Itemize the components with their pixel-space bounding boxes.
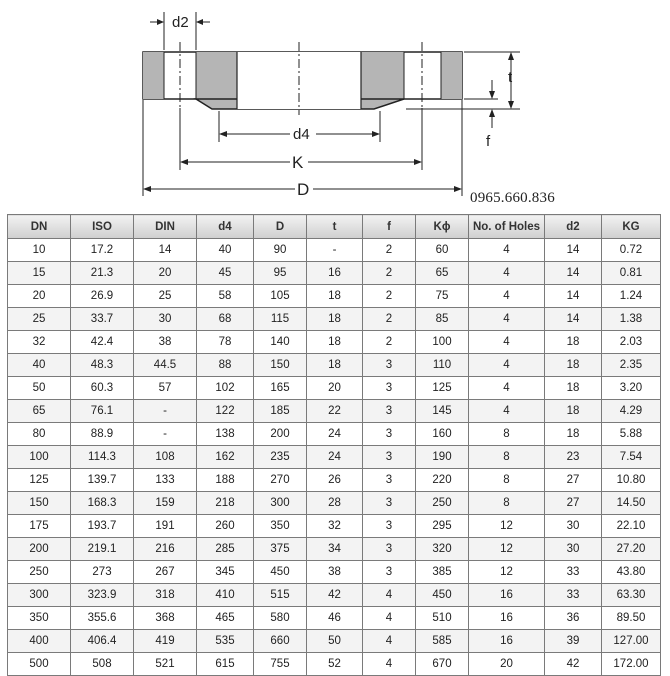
cell-d4: 188 (197, 469, 254, 492)
cell-k: 75 (416, 285, 469, 308)
cell-holes: 4 (469, 285, 545, 308)
cell-din: 521 (134, 653, 197, 676)
cell-dn: 20 (8, 285, 71, 308)
cell-k: 250 (416, 492, 469, 515)
cell-d: 185 (254, 400, 307, 423)
cell-f: 4 (363, 607, 416, 630)
cell-d2: 14 (545, 262, 602, 285)
cell-iso: 406.4 (71, 630, 134, 653)
cell-f: 3 (363, 446, 416, 469)
header-cell-f: f (363, 215, 416, 239)
cell-dn: 15 (8, 262, 71, 285)
cell-d4: 218 (197, 492, 254, 515)
cell-d4: 45 (197, 262, 254, 285)
cell-d4: 535 (197, 630, 254, 653)
cell-d4: 410 (197, 584, 254, 607)
cell-t: 28 (307, 492, 363, 515)
cell-d: 150 (254, 354, 307, 377)
cell-dn: 32 (8, 331, 71, 354)
cell-d: 515 (254, 584, 307, 607)
cell-din: 57 (134, 377, 197, 400)
cell-din: 108 (134, 446, 197, 469)
cell-d: 350 (254, 515, 307, 538)
cell-d: 300 (254, 492, 307, 515)
cell-iso: 168.3 (71, 492, 134, 515)
table-row (8, 377, 661, 400)
cell-k: 60 (416, 239, 469, 262)
cell-kg: 43.80 (602, 561, 661, 584)
cell-d2: 30 (545, 515, 602, 538)
cell-k: 450 (416, 584, 469, 607)
cell-d4: 68 (197, 308, 254, 331)
cell-k: 125 (416, 377, 469, 400)
cell-holes: 12 (469, 538, 545, 561)
cell-kg: 3.20 (602, 377, 661, 400)
flange-cross-section-drawing (0, 0, 670, 215)
cell-d: 375 (254, 538, 307, 561)
cell-f: 2 (363, 285, 416, 308)
cell-t: 32 (307, 515, 363, 538)
header-cell-d: D (254, 215, 307, 239)
cell-iso: 88.9 (71, 423, 134, 446)
cell-d2: 18 (545, 400, 602, 423)
cell-d2: 36 (545, 607, 602, 630)
cell-f: 3 (363, 538, 416, 561)
cell-f: 2 (363, 239, 416, 262)
cell-d: 90 (254, 239, 307, 262)
flange-body (143, 42, 462, 115)
cell-k: 100 (416, 331, 469, 354)
cell-kg: 127.00 (602, 630, 661, 653)
cell-d2: 27 (545, 492, 602, 515)
cell-kg: 63.30 (602, 584, 661, 607)
cell-k: 220 (416, 469, 469, 492)
table-row (8, 285, 661, 308)
cell-iso: 26.9 (71, 285, 134, 308)
table-row (8, 561, 661, 584)
t-label: t (508, 69, 513, 86)
cell-dn: 500 (8, 653, 71, 676)
cell-f: 3 (363, 469, 416, 492)
cell-d: 450 (254, 561, 307, 584)
header-cell-holes: No. of Holes (469, 215, 545, 239)
table-row (8, 653, 661, 676)
cell-f: 3 (363, 377, 416, 400)
cell-k: 295 (416, 515, 469, 538)
cell-d: 95 (254, 262, 307, 285)
cell-holes: 4 (469, 331, 545, 354)
cell-d: 200 (254, 423, 307, 446)
cell-k: 160 (416, 423, 469, 446)
d2-label: d2 (172, 14, 189, 31)
cell-din: 318 (134, 584, 197, 607)
cell-din: 159 (134, 492, 197, 515)
cell-d2: 18 (545, 423, 602, 446)
cell-d: 660 (254, 630, 307, 653)
cell-dn: 200 (8, 538, 71, 561)
cell-holes: 12 (469, 515, 545, 538)
cell-kg: 89.50 (602, 607, 661, 630)
cell-iso: 193.7 (71, 515, 134, 538)
cell-dn: 175 (8, 515, 71, 538)
cell-holes: 20 (469, 653, 545, 676)
cell-t: 20 (307, 377, 363, 400)
cell-k: 670 (416, 653, 469, 676)
cell-t: 24 (307, 423, 363, 446)
cell-din: 419 (134, 630, 197, 653)
cell-iso: 508 (71, 653, 134, 676)
cell-d2: 42 (545, 653, 602, 676)
cell-dn: 50 (8, 377, 71, 400)
cell-d2: 14 (545, 239, 602, 262)
table-row (8, 607, 661, 630)
cell-kg: 14.50 (602, 492, 661, 515)
cell-d4: 78 (197, 331, 254, 354)
cell-din: - (134, 423, 197, 446)
cell-holes: 4 (469, 239, 545, 262)
header-cell-dn: DN (8, 215, 71, 239)
flange-spec-table (7, 214, 661, 676)
cell-iso: 42.4 (71, 331, 134, 354)
cell-din: 30 (134, 308, 197, 331)
cell-t: 24 (307, 446, 363, 469)
header-cell-d2: d2 (545, 215, 602, 239)
table-row (8, 239, 661, 262)
cell-dn: 40 (8, 354, 71, 377)
cell-dn: 65 (8, 400, 71, 423)
cell-holes: 8 (469, 423, 545, 446)
cell-t: 42 (307, 584, 363, 607)
cell-f: 4 (363, 653, 416, 676)
cell-t: 34 (307, 538, 363, 561)
cell-d2: 23 (545, 446, 602, 469)
cell-d2: 27 (545, 469, 602, 492)
cell-dn: 10 (8, 239, 71, 262)
cell-f: 2 (363, 262, 416, 285)
cell-iso: 76.1 (71, 400, 134, 423)
cell-d2: 18 (545, 331, 602, 354)
cell-d: 270 (254, 469, 307, 492)
cell-iso: 33.7 (71, 308, 134, 331)
cell-t: 22 (307, 400, 363, 423)
cell-k: 145 (416, 400, 469, 423)
cell-k: 585 (416, 630, 469, 653)
cell-t: 38 (307, 561, 363, 584)
cell-kg: 4.29 (602, 400, 661, 423)
cell-din: 44.5 (134, 354, 197, 377)
d4-dimension (219, 111, 380, 143)
header-cell-d4: d4 (197, 215, 254, 239)
table-row (8, 262, 661, 285)
cell-kg: 0.72 (602, 239, 661, 262)
cell-iso: 323.9 (71, 584, 134, 607)
cell-iso: 273 (71, 561, 134, 584)
cell-d: 580 (254, 607, 307, 630)
cell-d2: 33 (545, 584, 602, 607)
f-label: f (486, 133, 491, 150)
cell-k: 190 (416, 446, 469, 469)
cell-holes: 12 (469, 561, 545, 584)
cell-kg: 1.38 (602, 308, 661, 331)
header-cell-din: DIN (134, 215, 197, 239)
cell-iso: 355.6 (71, 607, 134, 630)
cell-f: 3 (363, 400, 416, 423)
cell-k: 85 (416, 308, 469, 331)
cell-dn: 300 (8, 584, 71, 607)
cell-d: 140 (254, 331, 307, 354)
cell-din: 267 (134, 561, 197, 584)
cell-d2: 18 (545, 354, 602, 377)
cell-din: 216 (134, 538, 197, 561)
cell-k: 110 (416, 354, 469, 377)
cell-t: 46 (307, 607, 363, 630)
table-row (8, 400, 661, 423)
cell-kg: 22.10 (602, 515, 661, 538)
cell-holes: 4 (469, 354, 545, 377)
cell-dn: 80 (8, 423, 71, 446)
cell-d2: 39 (545, 630, 602, 653)
cell-d: 115 (254, 308, 307, 331)
cell-holes: 8 (469, 446, 545, 469)
d4-label: d4 (293, 126, 310, 143)
cell-d: 165 (254, 377, 307, 400)
cell-din: 38 (134, 331, 197, 354)
cell-d4: 88 (197, 354, 254, 377)
cell-holes: 16 (469, 584, 545, 607)
cell-din: 20 (134, 262, 197, 285)
cell-iso: 114.3 (71, 446, 134, 469)
cell-holes: 4 (469, 400, 545, 423)
cell-t: 18 (307, 308, 363, 331)
table-row (8, 354, 661, 377)
cell-din: - (134, 400, 197, 423)
cell-dn: 250 (8, 561, 71, 584)
cell-f: 3 (363, 492, 416, 515)
cell-d4: 102 (197, 377, 254, 400)
cell-d: 235 (254, 446, 307, 469)
cell-t: 18 (307, 331, 363, 354)
header-cell-iso: ISO (71, 215, 134, 239)
cell-holes: 8 (469, 492, 545, 515)
d-label: D (297, 180, 310, 199)
header-cell-t: t (307, 215, 363, 239)
cell-d: 755 (254, 653, 307, 676)
cell-din: 191 (134, 515, 197, 538)
cell-dn: 400 (8, 630, 71, 653)
k-label: K (292, 153, 304, 172)
cell-d4: 285 (197, 538, 254, 561)
cell-din: 133 (134, 469, 197, 492)
phone-number: 0965.660.836 (470, 190, 555, 206)
table-header (8, 215, 661, 239)
cell-f: 3 (363, 354, 416, 377)
cell-d4: 260 (197, 515, 254, 538)
table-row (8, 492, 661, 515)
table-row (8, 584, 661, 607)
cell-d2: 14 (545, 285, 602, 308)
header-row (8, 215, 661, 239)
cell-k: 385 (416, 561, 469, 584)
cell-iso: 17.2 (71, 239, 134, 262)
cell-d4: 122 (197, 400, 254, 423)
table-row (8, 469, 661, 492)
cell-kg: 5.88 (602, 423, 661, 446)
cell-k: 320 (416, 538, 469, 561)
cell-d4: 345 (197, 561, 254, 584)
cell-dn: 125 (8, 469, 71, 492)
table-row (8, 538, 661, 561)
table-row (8, 515, 661, 538)
cell-t: 18 (307, 285, 363, 308)
cell-dn: 350 (8, 607, 71, 630)
cell-kg: 10.80 (602, 469, 661, 492)
cell-kg: 7.54 (602, 446, 661, 469)
cell-d4: 138 (197, 423, 254, 446)
cell-d4: 58 (197, 285, 254, 308)
cell-t: 18 (307, 354, 363, 377)
cell-iso: 21.3 (71, 262, 134, 285)
cell-dn: 25 (8, 308, 71, 331)
cell-holes: 4 (469, 262, 545, 285)
cell-f: 4 (363, 630, 416, 653)
cell-t: 52 (307, 653, 363, 676)
cell-kg: 172.00 (602, 653, 661, 676)
table-row (8, 446, 661, 469)
f-dimension (464, 80, 498, 150)
cell-kg: 2.03 (602, 331, 661, 354)
cell-t: 26 (307, 469, 363, 492)
cell-f: 3 (363, 561, 416, 584)
cell-din: 368 (134, 607, 197, 630)
table-row (8, 308, 661, 331)
table-row (8, 630, 661, 653)
cell-kg: 27.20 (602, 538, 661, 561)
cell-kg: 0.81 (602, 262, 661, 285)
cell-dn: 100 (8, 446, 71, 469)
cell-holes: 8 (469, 469, 545, 492)
cell-holes: 4 (469, 377, 545, 400)
cell-iso: 60.3 (71, 377, 134, 400)
cell-f: 4 (363, 584, 416, 607)
cell-d4: 615 (197, 653, 254, 676)
cell-d2: 33 (545, 561, 602, 584)
cell-holes: 16 (469, 630, 545, 653)
cell-f: 3 (363, 515, 416, 538)
cell-d4: 162 (197, 446, 254, 469)
cell-d4: 465 (197, 607, 254, 630)
cell-f: 2 (363, 331, 416, 354)
cell-d2: 30 (545, 538, 602, 561)
cell-kg: 1.24 (602, 285, 661, 308)
cell-f: 2 (363, 308, 416, 331)
cell-kg: 2.35 (602, 354, 661, 377)
table-row (8, 331, 661, 354)
cell-iso: 139.7 (71, 469, 134, 492)
cell-d2: 18 (545, 377, 602, 400)
header-cell-kg: KG (602, 215, 661, 239)
d-dimension (143, 100, 462, 199)
cell-d4: 40 (197, 239, 254, 262)
header-cell-k: Kϕ (416, 215, 469, 239)
cell-t: 50 (307, 630, 363, 653)
cell-dn: 150 (8, 492, 71, 515)
table-body (8, 239, 661, 676)
cell-iso: 219.1 (71, 538, 134, 561)
cell-t: - (307, 239, 363, 262)
cell-holes: 16 (469, 607, 545, 630)
cell-t: 16 (307, 262, 363, 285)
cell-k: 65 (416, 262, 469, 285)
table-row (8, 423, 661, 446)
cell-holes: 4 (469, 308, 545, 331)
cell-d2: 14 (545, 308, 602, 331)
cell-k: 510 (416, 607, 469, 630)
cell-d: 105 (254, 285, 307, 308)
cell-iso: 48.3 (71, 354, 134, 377)
cell-din: 25 (134, 285, 197, 308)
cell-f: 3 (363, 423, 416, 446)
cell-din: 14 (134, 239, 197, 262)
